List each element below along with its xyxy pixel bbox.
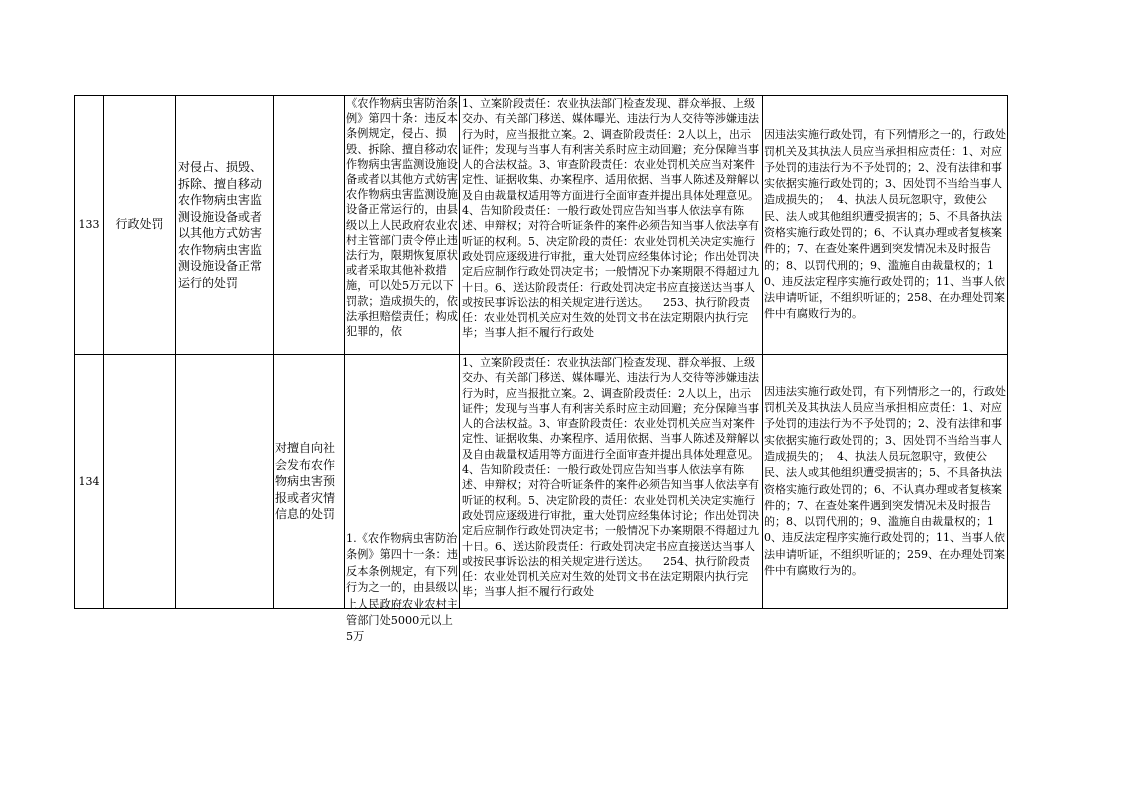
sub-item-cell [275, 355, 343, 608]
legal-basis-cell [346, 96, 458, 354]
category-cell [104, 96, 175, 354]
column-divider [459, 95, 460, 609]
accountability-cell [764, 355, 1006, 608]
legal-basis-text: 1.《农作物病虫害防治条例》第四十一条：违反本条例规定，有下列行为之一的，由县级以上人民政府农业农村主管部门处5000元以上5万 [346, 532, 458, 644]
row-number: 133 [78, 218, 100, 232]
row-number: 134 [78, 474, 100, 488]
category-cell [104, 355, 175, 608]
duties-cell [462, 96, 761, 354]
duties-text: 1、立案阶段责任：农业执法部门检查发现、群众举报、上级交办、有关部门移送、媒体曝光、违法行为人交待等涉嫌违法行为时，应当报批立案。2、调查阶段责任：2人以上，出示证件；发现与当事人有利害关系时应主动回避；充分保障当事人的合法权益。3、审查阶段责任：农业处罚机关应当对案件定性、证据收集、办案程序、适用依据、当事人陈述及辩解以及自由裁量权适用等方面进行全面审查并提出具体处理意见。4、告知阶段责任：一般行政处罚应告知当事人依法享有陈述、申辩权；对符合听证条件的案件必须告知当事人依法享有听证的权利。5、决定阶段的责任：农业处罚机关决定实施行政处罚应逐级进行审批，重大处罚应经集体讨论；作出处罚决定后应制作行政处罚决定书；一般情况下办案期限不得超过九十日。6、送达阶段责任：行政处罚决定书应直接送达当事人或按民事诉讼法的相关规定进行送达。 253、执行阶段责任：农业处罚机关应对生效的处罚文书在法定期限内执行完毕；当事人拒不履行行政处 [462, 97, 759, 340]
item-cell [178, 355, 271, 608]
sub-item-text: 对擅自向社会发布农作物病虫害预报或者灾情信息的处罚 [275, 441, 336, 522]
table-right-border [1007, 95, 1008, 609]
table-row [75, 96, 103, 354]
table-row [75, 355, 103, 608]
accountability-text: 因违法实施行政处罚，有下列情形之一的，行政处罚机关及其执法人员应当承担相应责任：1、对应予处罚的违法行为不予处罚的；2、没有法律和事实依据实施行政处罚的；3、因处罚不当给当事人造成损失的； 4、执法人员玩忽职守，致使公民、法人或其他组织遭受损害的；5、不具备执法资格实施行政处罚的；6、不认真办理或者复核案件的；7、在查处案件遇到突发情况未及时报告的；8、以罚代刑的；9、滥施自由裁量权的；10、违反法定程序实施行政处罚的；11、当事人依法申请听证，不组织听证的；259、在办理处罚案件中有腐败行为的。 [764, 384, 1006, 577]
column-divider [762, 95, 763, 609]
table-bottom-border [74, 608, 1008, 609]
item-name-text: 对侵占、损毁、拆除、擅自移动农作物病虫害监测设施设备或者以其他方式妨害农作物病虫害监测设施设备正常运行的处罚 [178, 160, 263, 290]
duties-cell [462, 355, 761, 608]
duties-text: 1、立案阶段责任：农业执法部门检查发现、群众举报、上级交办、有关部门移送、媒体曝光、违法行为人交待等涉嫌违法行为时，应当报批立案。2、调查阶段责任：2人以上，出示证件；发现与当事人有利害关系时应主动回避；充分保障当事人的合法权益。3、审查阶段责任：农业处罚机关应当对案件定性、证据收集、办案程序、适用依据、当事人陈述及辩解以及自由裁量权适用等方面进行全面审查并提出具体处理意见。4、告知阶段责任：一般行政处罚应告知当事人依法享有陈述、申辩权；对符合听证条件的案件必须告知当事人依法享有听证的权利。5、决定阶段的责任：农业处罚机关决定实施行政处罚应逐级进行审批，重大处罚应经集体讨论；作出处罚决定后应制作行政处罚决定书；一般情况下办案期限不得超过九十日。6、送达阶段责任：行政处罚决定书应直接送达当事人或按民事诉讼法的相关规定进行送达。 254、执行阶段责任：农业处罚机关应对生效的处罚文书在法定期限内执行完毕；当事人拒不履行行政处 [462, 356, 759, 599]
item-cell [178, 96, 271, 354]
column-divider [175, 95, 176, 609]
legal-basis-cell [346, 355, 458, 644]
category-text: 行政处罚 [115, 217, 164, 232]
column-divider [344, 95, 345, 609]
column-divider [273, 95, 274, 609]
accountability-cell [764, 96, 1006, 354]
sub-item-cell [275, 96, 343, 354]
accountability-text: 因违法实施行政处罚，有下列情形之一的，行政处罚机关及其执法人员应当承担相应责任：1、对应予处罚的违法行为不予处罚的；2、没有法律和事实依据实施行政处罚的；3、因处罚不当给当事人造成损失的； 4、执法人员玩忽职守，致使公民、法人或其他组织遭受损害的；5、不具备执法资格实施行政处罚的；6、不认真办理或者复核案件的；7、在查处案件遇到突发情况未及时报告的；8、以罚代刑的；9、滥施自由裁量权的；10、违反法定程序实施行政处罚的；11、当事人依法申请听证，不组织听证的；258、在办理处罚案件中有腐败行为的。 [764, 128, 1006, 321]
legal-basis-text: 《农作物病虫害防治条例》第四十条：违反本条例规定，侵占、损毁、拆除、擅自移动农作物病虫害监测设施设备或者以其他方式妨害农作物病虫害监测设施设备正常运行的，由县级以上人民政府农业农村主管部门责令停止违法行为，限期恢复原状或者采取其他补救措施，可以处5万元以下罚款；造成损失的，依法承担赔偿责任；构成犯罪的，依 [346, 97, 458, 339]
